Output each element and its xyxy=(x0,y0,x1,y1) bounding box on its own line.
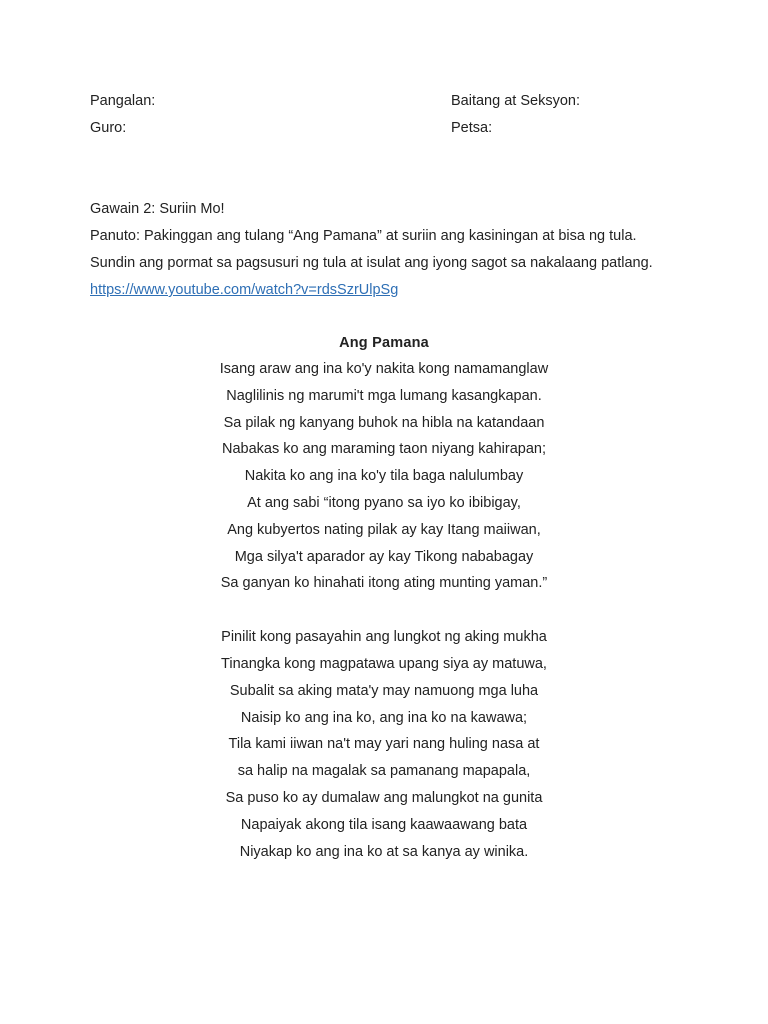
instruction-line-1: Panuto: Pakinggan ang tulang “Ang Pamana” at suriin ang kasiningan at bisa ng tula. xyxy=(90,228,637,244)
date-label: Petsa: xyxy=(451,120,493,136)
poem-line: Ang kubyertos nating pilak ay kay Itang maiiwan, xyxy=(227,521,541,538)
stanza-2 xyxy=(0,627,768,868)
activity-section xyxy=(90,199,710,307)
poem-line: Sa pilak ng kanyang buhok na hibla na katandaan xyxy=(223,414,545,431)
poem-line: Sa puso ko ay dumalaw ang malungkot na gunita xyxy=(225,789,543,806)
poem-line: Mga silya't aparador ay kay Tikong nababagay xyxy=(234,548,534,565)
instruction-line-2: Sundin ang pormat sa pagsusuri ng tula at isulat ang iyong sagot sa nakalaang patlang. xyxy=(90,255,653,271)
header-row-1 xyxy=(90,93,690,113)
header-row-2 xyxy=(90,120,690,140)
teacher-label: Guro: xyxy=(90,120,127,136)
poem-line: Tila kami iiwan na't may yari nang huling nasa at xyxy=(228,736,540,753)
poem-line: Napaiyak akong tila isang kaawaawang bata xyxy=(240,816,528,833)
poem-line: Naisip ko ang ina ko, ang ina ko na kawawa; xyxy=(240,709,528,726)
poem-line: Tinangka kong magpatawa upang siya ay matuwa, xyxy=(221,655,547,672)
poem-line: Pinilit kong pasayahin ang lungkot ng aking mukha xyxy=(221,629,547,646)
poem xyxy=(0,333,768,868)
poem-line: Sa ganyan ko hinahati itong ating munting yaman.” xyxy=(220,575,548,592)
poem-line: Nabakas ko ang maraming taon niyang kahirapan; xyxy=(221,441,547,458)
poem-line: At ang sabi “itong pyano sa iyo ko ibibigay, xyxy=(247,494,521,511)
activity-title: Gawain 2: Suriin Mo! xyxy=(90,201,225,217)
poem-line: Nakita ko ang ina ko'y tila baga nalulumbay xyxy=(244,468,524,485)
grade-section-label: Baitang at Seksyon: xyxy=(451,93,580,109)
poem-line: Niyakap ko ang ina ko at sa kanya ay winika. xyxy=(239,843,529,860)
stanza-gap xyxy=(0,600,768,627)
poem-title: Ang Pamana xyxy=(339,335,429,351)
poem-line: Subalit sa aking mata'y may namuong mga luha xyxy=(229,682,539,699)
poem-line: sa halip na magalak sa pamanang mapapala, xyxy=(237,763,531,780)
poem-line: Naglilinis ng marumi't mga lumang kasangkapan. xyxy=(226,387,542,404)
stanza-1 xyxy=(0,359,768,600)
name-label: Pangalan: xyxy=(90,93,156,109)
youtube-link[interactable]: https://www.youtube.com/watch?v=rdsSzrUlpSg xyxy=(90,282,399,298)
poem-line: Isang araw ang ina ko'y nakita kong namamanglaw xyxy=(219,361,549,377)
